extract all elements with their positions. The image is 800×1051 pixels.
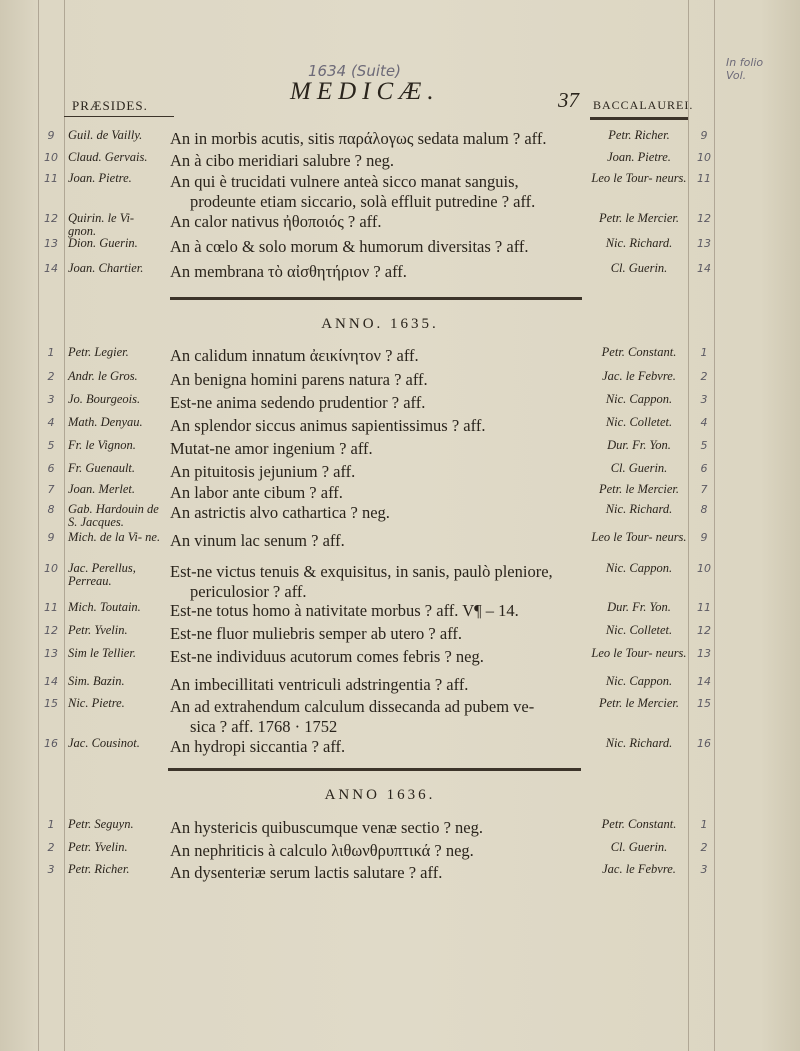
baccalaureus-name: Nic. Colletet. [605,415,673,429]
thesis-text: An calidum innatum ἀεικίνητον ? aff. [170,346,419,365]
thesis-text: An splendor siccus animus sapientissimus ? aff. [170,416,486,435]
thesis-text: An pituitosis jejunium ? aff. [170,462,356,481]
thesis-question [170,262,588,282]
row-number-right: 8 [700,503,708,516]
praeses-name: Jo. Bourgeois. [68,392,141,406]
praeses-name: Mich. Toutain. [68,600,141,614]
row-number-right: 10 [697,151,711,164]
thesis-text: An vinum lac senum ? aff. [170,531,345,550]
row-number-right: 7 [700,483,708,496]
handwritten-note-margin: In folio Vol. [726,56,764,82]
thesis-question [170,531,588,551]
baccalaureus-name: Leo le Tour- neurs. [591,171,687,185]
praeses-name: Petr. Legier. [68,345,129,359]
praeses-name: Joan. Pietre. [68,171,132,185]
thesis-text: Est-ne victus tenuis & exquisitus, in sanis, paulò pleniore, [170,562,553,581]
page-number: 37 [558,88,579,112]
row-number: 14 [44,675,58,688]
row-number: 3 [47,393,55,406]
baccalaureus-name: Nic. Cappon. [605,561,673,575]
baccalaureus-name: Cl. Guerin. [610,261,668,275]
row-number: 14 [44,262,58,275]
thesis-text: An qui è trucidati vulnere anteà sicco manat sanguis, [170,172,519,191]
thesis-text: An à cœlo & solo morum & humorum diversitas ? aff. [170,237,529,256]
praeses-name: Mich. de la Vi- ne. [68,530,161,544]
baccalaureus-name: Nic. Richard. [605,502,673,516]
row-number-right: 13 [697,647,711,660]
row-number: 13 [44,647,58,660]
row-number: 9 [47,129,55,142]
header-rule-right [590,117,688,120]
baccalaureus-name: Nic. Cappon. [605,674,673,688]
thesis-question [170,503,588,523]
praeses-name: Sim. Bazin. [68,674,125,688]
header-rule-left [64,116,174,117]
baccalaureus-name: Cl. Guerin. [610,840,668,854]
row-number: 2 [47,370,55,383]
thesis-question [170,416,588,436]
row-number-right: 9 [700,129,708,142]
thesis-question [170,370,588,390]
thesis-text: An astrictis alvo cathartica ? neg. [170,503,390,522]
praeses-name: Math. Denyau. [68,415,143,429]
praeses-name: Petr. Yvelin. [68,840,128,854]
thesis-text: An hystericis quibuscumque venæ sectio ? neg. [170,818,483,837]
praeses-name: Fr. le Vignon. [68,438,136,452]
section-divider-1636 [168,768,581,771]
thesis-question [170,237,588,257]
handwritten-note-top: 1634 (Suite) [308,62,401,80]
page-title: MEDICÆ. [290,78,440,105]
thesis-continuation: periculosior ? aff. [190,582,307,601]
thesis-question [170,863,588,883]
thesis-question [170,737,588,757]
row-number-right: 3 [700,863,708,876]
row-number: 5 [47,439,55,452]
baccalaureus-name: Nic. Richard. [605,236,673,250]
praeses-name: Nic. Pietre. [68,696,125,710]
baccalaureus-name: Nic. Richard. [605,736,673,750]
baccalaureus-name: Cl. Guerin. [610,461,668,475]
row-number: 11 [44,172,58,185]
thesis-text: An imbecillitati ventriculi adstringentia ? aff. [170,675,469,694]
thesis-question [170,675,588,695]
row-number: 11 [44,601,58,614]
row-number: 1 [47,818,55,831]
row-number-right: 1 [700,346,708,359]
thesis-question [170,624,588,644]
praeses-name: Andr. le Gros. [68,369,138,383]
section-divider-1635 [170,297,582,300]
row-number-right: 11 [697,601,711,614]
row-number-right: 5 [700,439,708,452]
baccalaureus-name: Petr. Richer. [608,128,670,142]
baccalaureus-name: Jac. le Febvre. [602,862,676,876]
row-number: 12 [44,212,58,225]
row-number: 4 [47,416,55,429]
row-number: 1 [47,346,55,359]
thesis-text: An in morbis acutis, sitis παράλογως sedata malum ? aff. [170,129,547,148]
row-number-right: 13 [697,237,711,250]
thesis-text: Est-ne totus homo à nativitate morbus ? aff. V¶ – 14. [170,601,519,620]
row-number: 12 [44,624,58,637]
baccalaureus-name: Nic. Colletet. [605,623,673,637]
praeses-name: Joan. Merlet. [68,482,135,496]
praeses-name: Sim le Tellier. [68,646,136,660]
row-number: 3 [47,863,55,876]
row-number: 7 [47,483,55,496]
praeses-name: Dion. Guerin. [68,236,138,250]
thesis-continuation: sica ? aff. 1768 · 1752 [190,717,338,736]
baccalaureus-name: Dur. Fr. Yon. [607,438,671,452]
year-heading-1636: ANNO 1636. [324,787,436,803]
row-number-right: 9 [700,531,708,544]
row-number: 13 [44,237,58,250]
thesis-text: An labor ante cibum ? aff. [170,483,343,502]
praeses-name: Quirin. le Vi- gnon. [68,211,135,238]
thesis-question [170,697,588,737]
baccalaureus-name: Petr. le Mercier. [598,696,680,710]
thesis-text: Est-ne individuus acutorum comes febris ? neg. [170,647,484,666]
thesis-text: Mutat-ne amor ingenium ? aff. [170,439,373,458]
thesis-question [170,439,588,459]
thesis-question [170,483,588,503]
baccalaureus-name: Petr. Constant. [601,817,677,831]
thesis-text: An nephriticis à calculo λιθωνθρυπτικά ? neg. [170,841,474,860]
row-number-right: 15 [697,697,711,710]
thesis-text: An à cibo meridiari salubre ? neg. [170,151,395,170]
thesis-question [170,841,588,861]
row-number-right: 14 [697,675,711,688]
row-number-right: 6 [700,462,708,475]
row-number-right: 10 [697,562,711,575]
row-number: 10 [44,562,58,575]
baccalaureus-name: Dur. Fr. Yon. [607,600,671,614]
thesis-question [170,172,588,212]
thesis-question [170,818,588,838]
praeses-name: Petr. Seguyn. [68,817,134,831]
margin-rule-left [38,0,39,1051]
thesis-text: An hydropi siccantia ? aff. [170,737,346,756]
thesis-text: An membrana τὸ αἰσθητήριον ? aff. [170,262,407,281]
thesis-question [170,393,588,413]
thesis-text: Est-ne fluor muliebris semper ab utero ? aff. [170,624,463,643]
row-number-right: 2 [700,370,708,383]
praeses-name: Petr. Richer. [68,862,130,876]
praeses-name: Fr. Guenault. [68,461,136,475]
row-number-right: 2 [700,841,708,854]
row-number-right: 1 [700,818,708,831]
thesis-question [170,212,588,232]
row-number-right: 3 [700,393,708,406]
thesis-question [170,151,588,171]
baccalaureus-name: Jac. le Febvre. [602,369,676,383]
thesis-question [170,129,588,149]
thesis-text: An calor nativus ἠθοποιός ? aff. [170,212,382,231]
baccalaureus-name: Joan. Pietre. [607,150,671,164]
row-number-right: 4 [700,416,708,429]
year-heading-1635: ANNO. 1635. [321,316,439,332]
row-number-right: 12 [697,212,711,225]
baccalaureus-name: Petr. le Mercier. [598,211,680,225]
praeses-name: Petr. Yvelin. [68,623,128,637]
praeses-name: Jac. Cousinot. [68,736,140,750]
praeses-name: Gab. Hardouin de S. Jacques. [68,502,159,529]
baccalaureus-name: Leo le Tour- neurs. [591,646,687,660]
row-number: 6 [47,462,55,475]
baccalaureus-name: Petr. le Mercier. [598,482,680,496]
column-rule-right [688,0,689,1051]
thesis-text: An benigna homini parens natura ? aff. [170,370,428,389]
row-number: 10 [44,151,58,164]
praeses-name: Jac. Perellus, Perreau. [68,561,136,588]
thesis-question [170,601,588,621]
row-number-right: 14 [697,262,711,275]
thesis-continuation: prodeunte etiam siccario, solà effluit putredine ? aff. [190,192,536,211]
row-number: 2 [47,841,55,854]
baccalaureus-name: Petr. Constant. [601,345,677,359]
thesis-question [170,562,588,602]
praeses-name: Claud. Gervais. [68,150,148,164]
baccalaureus-name: Leo le Tour- neurs. [591,530,687,544]
column-rule-praeses [64,0,65,1051]
row-number: 16 [44,737,58,750]
row-number-right: 16 [697,737,711,750]
header-baccalaurei: BACCALAUREI. [593,98,694,112]
thesis-text: An dysenteriæ serum lactis salutare ? aff. [170,863,443,882]
thesis-question [170,647,588,667]
thesis-question [170,346,588,366]
thesis-text: An ad extrahendum calculum dissecanda ad pubem ve- [170,697,535,716]
row-number: 8 [47,503,55,516]
row-number-right: 11 [697,172,711,185]
praeses-name: Joan. Chartier. [68,261,144,275]
thesis-question [170,462,588,482]
header-praesides: PRÆSIDES. [72,98,148,113]
praeses-name: Guil. de Vailly. [68,128,143,142]
row-number-right: 12 [697,624,711,637]
row-number: 15 [44,697,58,710]
baccalaureus-name: Nic. Cappon. [605,392,673,406]
row-number: 9 [47,531,55,544]
thesis-text: Est-ne anima sedendo prudentior ? aff. [170,393,426,412]
